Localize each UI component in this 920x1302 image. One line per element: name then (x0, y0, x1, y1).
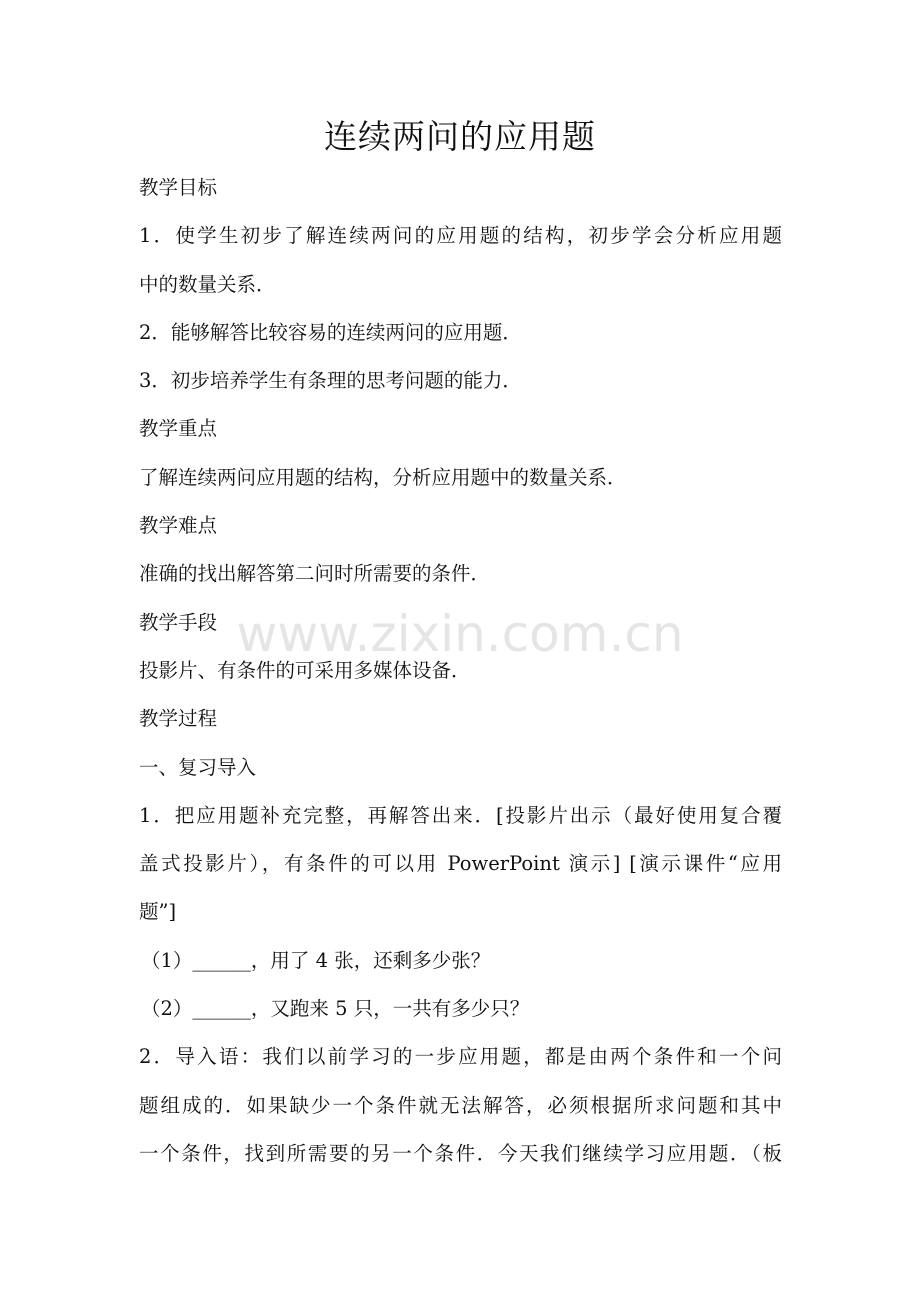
process-1-line-3: 题”] (139, 900, 177, 924)
goal-2: 2．能够解答比较容易的连续两问的应用题． (139, 320, 522, 344)
teaching-means-text: 投影片、有条件的可采用多媒体设备． (139, 658, 471, 682)
goal-1-line-1: 1．使学生初步了解连续两问的应用题的结构，初步学会分析应用题 (139, 224, 782, 248)
document-body (139, 164, 782, 1178)
heading-key-points: 教学重点 (139, 417, 218, 441)
section-review-intro: 一、复习导入 (139, 755, 257, 779)
exercise-2: （2）______，又跑来 5 只，一共有多少只？ (141, 997, 530, 1021)
goal-1-line-2: 中的数量关系． (139, 272, 276, 296)
key-points-text: 了解连续两问应用题的结构，分析应用题中的数量关系． (139, 465, 627, 489)
process-2-line-1: 2．导入语：我们以前学习的一步应用题，都是由两个条件和一个问 (139, 1045, 782, 1069)
heading-teaching-means: 教学手段 (139, 610, 218, 634)
watermark: www.zixin.com.cn (236, 605, 684, 663)
document-title: 连续两问的应用题 (324, 117, 596, 156)
heading-difficulties: 教学难点 (139, 514, 218, 538)
goal-3: 3．初步培养学生有条理的思考问题的能力． (139, 369, 522, 393)
process-1-line-1: 1．把应用题补充完整，再解答出来．[投影片出示（最好使用复合覆 (139, 803, 782, 827)
difficulties-text: 准确的找出解答第二问时所需要的条件． (139, 562, 491, 586)
process-2-line-2: 题组成的．如果缺少一个条件就无法解答，必须根据所求问题和其中 (139, 1093, 782, 1117)
heading-teaching-goals: 教学目标 (139, 176, 218, 199)
process-2-line-3: 一个条件，找到所需要的另一个条件．今天我们继续学习应用题．（板 (139, 1141, 782, 1165)
heading-teaching-process: 教学过程 (139, 707, 218, 731)
process-1-line-2: 盖式投影片），有条件的可以用 PowerPoint 演示] [演示课件“应用 (139, 852, 782, 876)
exercise-1: （1）______，用了 4 张，还剩多少张？ (141, 948, 491, 972)
